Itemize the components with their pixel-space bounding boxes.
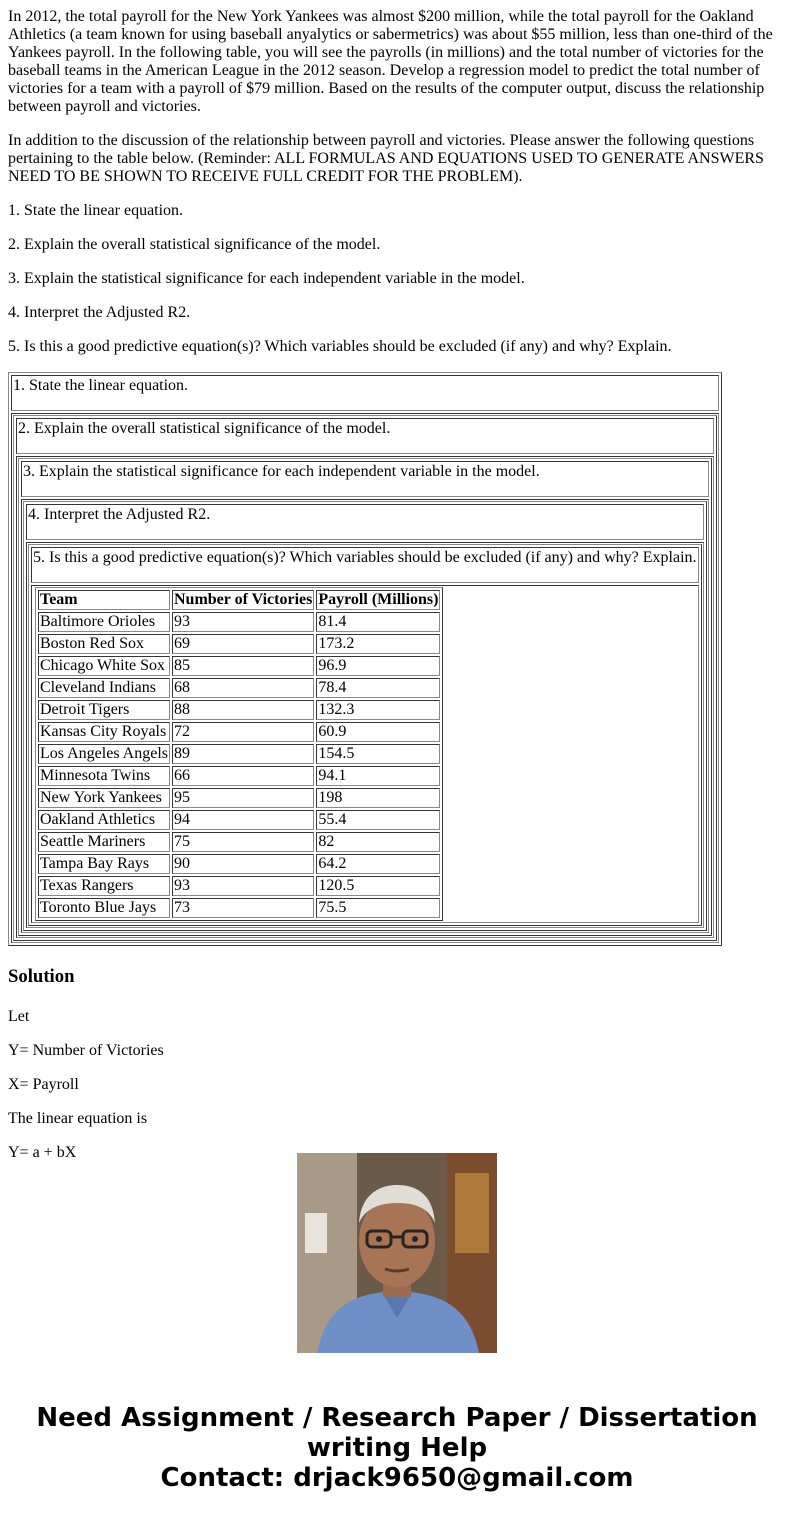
cell-victories: 88 xyxy=(172,700,314,720)
author-avatar xyxy=(297,1153,497,1353)
cell-team: Toronto Blue Jays xyxy=(38,898,170,918)
cell-payroll: 154.5 xyxy=(316,744,440,764)
cell-team: Los Angeles Angels xyxy=(40,745,168,762)
payroll-victories-table xyxy=(35,587,443,921)
table-row xyxy=(38,722,440,742)
solution-line-5: Y= a + bX xyxy=(8,1144,77,1161)
intro-paragraph-1: In 2012, the total payroll for the New York Yankees was almost $200 million, while the total payroll for the Oakland Athletics (a team known for using baseball anyalytics or sabermetrics) was about $55 million, less than one-third of the Yankees payroll. In the following table, you will see the payrolls (in millions) and the total number of victories for the baseball teams in the American League in the 2012 season. Develop a regression model to predict the total number of victories for a team with a payroll of $79 million. Based on the results of the computer output, discuss the relationship between payroll and victories. xyxy=(8,8,773,115)
cell-team: Detroit Tigers xyxy=(38,700,170,720)
cell-team: Minnesota Twins xyxy=(38,766,170,786)
header-team: Team xyxy=(38,590,170,610)
table-row xyxy=(38,678,440,698)
table-row xyxy=(38,656,440,676)
solution-line-4: The linear equation is xyxy=(8,1110,148,1127)
cell-payroll: 75.5 xyxy=(316,898,440,918)
solution-line-2: Y= Number of Victories xyxy=(8,1042,164,1059)
cell-payroll: 60.9 xyxy=(316,722,440,742)
cell-team: Boston Red Sox xyxy=(38,634,170,654)
cell-victories: 69 xyxy=(172,634,314,654)
cell-victories: 72 xyxy=(172,722,314,742)
table-row xyxy=(38,744,440,764)
cell-victories: 68 xyxy=(172,678,314,698)
header-payroll: Payroll (Millions) xyxy=(318,591,439,608)
cell-victories: 89 xyxy=(172,744,314,764)
nested-question-4: 4. Interpret the Adjusted R2. xyxy=(26,504,704,540)
cell-team: Kansas City Royals xyxy=(38,722,170,742)
cell-payroll: 96.9 xyxy=(316,656,440,676)
cell-payroll: 78.4 xyxy=(316,678,440,698)
nested-table-level-2 xyxy=(13,415,717,941)
question-5: 5. Is this a good predictive equation(s)? Which variables should be excluded (if any) and why? Explain. xyxy=(8,338,672,355)
nested-question-5: 5. Is this a good predictive equation(s)? Which variables should be excluded (if any) and why? Explain. xyxy=(31,547,699,583)
solution-line-3: X= Payroll xyxy=(8,1076,79,1093)
table-row xyxy=(38,700,440,720)
solution-line-1: Let xyxy=(8,1008,30,1025)
cell-victories: 95 xyxy=(172,788,314,808)
cell-victories: 90 xyxy=(172,854,314,874)
cell-team: Cleveland Indians xyxy=(38,678,170,698)
cell-payroll: 198 xyxy=(316,788,440,808)
cell-payroll: 55.4 xyxy=(316,810,440,830)
cell-team: Texas Rangers xyxy=(38,876,170,896)
table-row xyxy=(38,810,440,830)
contact-banner xyxy=(0,1403,794,1493)
table-row xyxy=(38,832,440,852)
document-body xyxy=(8,8,778,1161)
table-row xyxy=(38,876,440,896)
nested-table-level-3 xyxy=(18,458,712,936)
table-row xyxy=(38,854,440,874)
table-row xyxy=(38,612,440,632)
table-row xyxy=(38,766,440,786)
cell-team: Chicago White Sox xyxy=(38,656,170,676)
intro-paragraph-2: In addition to the discussion of the relationship between payroll and victories. Please answer the following questions pertaining to the table below. (Reminder: ALL FORMULAS AND EQUATIONS USED TO GENERATE ANSWERS NEED TO BE SHOWN TO RECEIVE FULL CREDIT FOR THE PROBLEM). xyxy=(8,132,764,185)
question-1: 1. State the linear equation. xyxy=(8,202,184,219)
cell-payroll: 173.2 xyxy=(316,634,440,654)
cell-team: Oakland Athletics xyxy=(38,810,170,830)
cell-team: Baltimore Orioles xyxy=(38,612,170,632)
cell-victories: 93 xyxy=(172,612,314,632)
question-4: 4. Interpret the Adjusted R2. xyxy=(8,304,191,321)
banner-line-2: writing Help xyxy=(306,1433,488,1463)
cell-victories: 75 xyxy=(172,832,314,852)
nested-question-1: 1. State the linear equation. xyxy=(11,375,719,411)
nested-table-level-4 xyxy=(23,501,707,931)
nested-question-3: 3. Explain the statistical significance for each independent variable in the model. xyxy=(21,461,709,497)
cell-payroll: 81.4 xyxy=(316,612,440,632)
table-row xyxy=(38,634,440,654)
cell-team: Seattle Mariners xyxy=(38,832,170,852)
solution-heading: Solution xyxy=(8,966,75,987)
cell-victories: 73 xyxy=(172,898,314,918)
table-header-row xyxy=(38,590,440,610)
cell-team: Tampa Bay Rays xyxy=(38,854,170,874)
nested-question-2: 2. Explain the overall statistical significance of the model. xyxy=(16,418,714,454)
cell-victories: 85 xyxy=(172,656,314,676)
question-2: 2. Explain the overall statistical significance of the model. xyxy=(8,236,381,253)
cell-payroll: 94.1 xyxy=(316,766,440,786)
cell-team: New York Yankees xyxy=(38,788,170,808)
cell-victories: 94 xyxy=(172,810,314,830)
table-row xyxy=(38,788,440,808)
cell-payroll: 132.3 xyxy=(316,700,440,720)
cell-payroll: 82 xyxy=(316,832,440,852)
nested-table-level-5 xyxy=(28,544,702,926)
banner-line-3: Contact: drjack9650@gmail.com xyxy=(160,1463,634,1493)
question-3: 3. Explain the statistical significance for each independent variable in the model. xyxy=(8,270,525,287)
author-portrait-icon xyxy=(297,1153,497,1353)
cell-victories: 66 xyxy=(172,766,314,786)
table-row xyxy=(38,898,440,918)
nested-table-level-1 xyxy=(8,372,722,946)
banner-line-1: Need Assignment / Research Paper / Dissertation xyxy=(36,1403,758,1433)
cell-victories: 93 xyxy=(172,876,314,896)
header-victories: Number of Victories xyxy=(174,591,313,608)
cell-payroll: 120.5 xyxy=(316,876,440,896)
cell-payroll: 64.2 xyxy=(316,854,440,874)
